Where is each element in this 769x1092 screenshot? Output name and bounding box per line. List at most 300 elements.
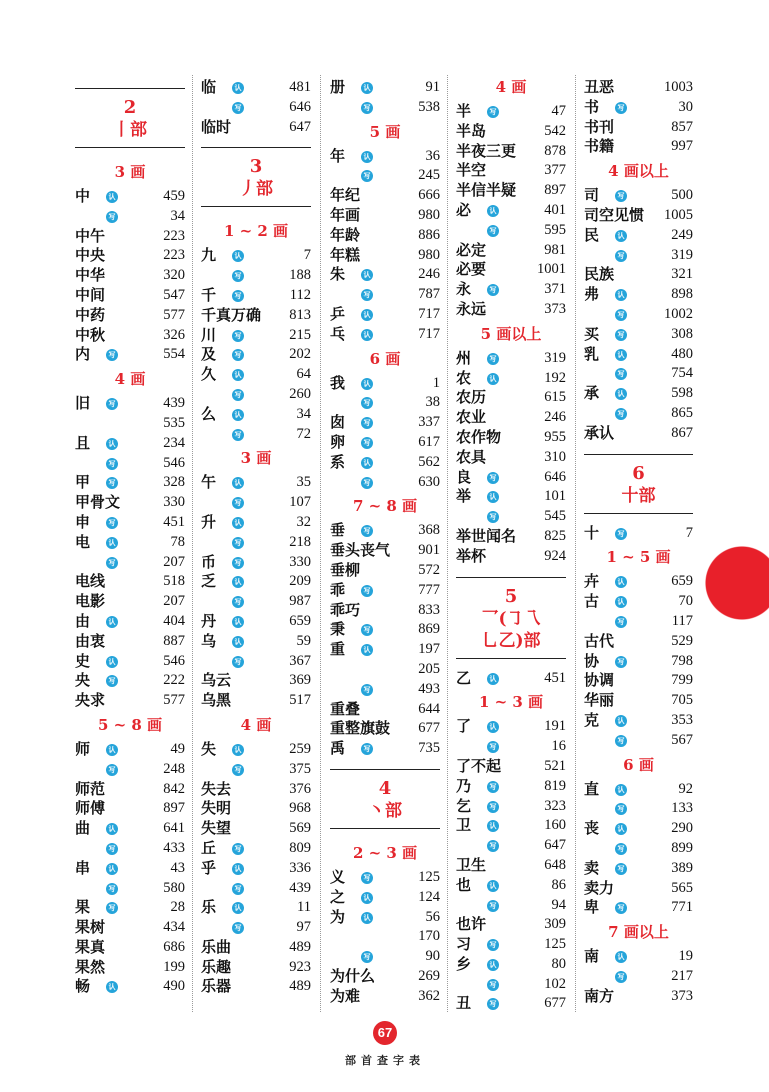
entry-page-number: 677 <box>544 995 566 1012</box>
index-entry <box>201 405 311 425</box>
entry-page-number: 7 <box>303 247 311 264</box>
entry-word: 乙 <box>456 668 472 687</box>
recognize-badge-icon: 认 <box>232 409 244 421</box>
index-entry <box>75 652 185 672</box>
entry-word: 年画 <box>330 205 361 224</box>
entry-page-number: 451 <box>163 513 185 530</box>
entry-page-number: 901 <box>418 542 440 559</box>
write-badge-icon: 写 <box>232 764 244 776</box>
index-entry <box>330 98 440 118</box>
entry-page-number: 260 <box>289 385 311 402</box>
entry-word: 果 <box>75 898 91 917</box>
entry-word: 秉 <box>330 620 346 639</box>
radical-section-header <box>330 769 440 829</box>
entry-page-number: 373 <box>671 987 693 1004</box>
entry-word: 了不起 <box>456 756 502 775</box>
radical-number: 6 <box>632 462 645 484</box>
entry-word: 九 <box>201 246 217 265</box>
entry-word: 系 <box>330 452 346 471</box>
entry-page-number: 546 <box>163 454 185 471</box>
write-badge-icon: 写 <box>106 883 118 895</box>
entry-page-number: 825 <box>544 527 566 544</box>
entry-page-number: 269 <box>418 967 440 984</box>
entry-word: 华丽 <box>584 691 615 710</box>
index-entry <box>584 711 693 731</box>
entry-page-number: 30 <box>678 98 693 115</box>
entry-page-number: 1003 <box>664 79 693 95</box>
recognize-badge-icon: 认 <box>615 289 627 301</box>
entry-page-number: 554 <box>163 346 185 363</box>
entry-word: 重 <box>330 640 346 659</box>
index-entry <box>584 285 693 305</box>
index-entry <box>584 572 693 592</box>
entry-page-number: 368 <box>418 522 440 539</box>
entry-word: 南方 <box>584 986 615 1005</box>
index-entry <box>330 620 440 640</box>
entry-page-number: 997 <box>671 138 693 155</box>
index-entry <box>201 592 311 612</box>
recognize-badge-icon: 认 <box>361 912 373 924</box>
page-footer-title: 部首查字表 <box>345 1054 425 1067</box>
entry-page-number: 246 <box>544 409 566 426</box>
entry-page-number: 404 <box>163 612 185 629</box>
entry-word: 中药 <box>75 305 106 324</box>
write-badge-icon: 写 <box>487 741 499 753</box>
entry-word: 直 <box>584 779 600 798</box>
entry-page-number: 259 <box>289 740 311 757</box>
entry-page-number: 217 <box>671 967 693 984</box>
entry-word: 举世闻名 <box>456 526 517 545</box>
entry-page-number: 595 <box>544 221 566 238</box>
entry-page-number: 310 <box>544 448 566 465</box>
stroke-count-heading: 3 画 <box>240 449 272 468</box>
write-badge-icon: 写 <box>232 349 244 361</box>
entry-page-number: 842 <box>163 780 185 797</box>
index-entry <box>75 553 185 573</box>
entry-page-number: 659 <box>671 573 693 590</box>
entry-page-number: 813 <box>289 306 311 323</box>
entry-page-number: 160 <box>544 817 566 834</box>
write-badge-icon: 写 <box>361 397 373 409</box>
radical-number: 2 <box>123 97 137 118</box>
recognize-badge-icon: 认 <box>361 329 373 341</box>
write-badge-icon: 写 <box>361 585 373 597</box>
entry-word: 为 <box>330 907 346 926</box>
entry-page-number: 337 <box>418 414 440 431</box>
entry-word: 电 <box>75 532 91 551</box>
index-entry <box>330 374 440 394</box>
entry-page-number: 38 <box>425 394 440 411</box>
entry-word: 丑恶 <box>584 78 615 96</box>
index-entry <box>75 493 185 513</box>
write-badge-icon: 写 <box>615 408 627 420</box>
entry-page-number: 90 <box>425 948 440 965</box>
index-entry <box>584 859 693 879</box>
entry-word: 丑 <box>456 994 472 1013</box>
entry-word: 半空 <box>456 161 487 180</box>
entry-page-number: 336 <box>289 859 311 876</box>
entry-word: 农历 <box>456 388 487 407</box>
entry-word: 久 <box>201 365 217 384</box>
write-badge-icon: 写 <box>487 781 499 793</box>
index-entry <box>456 369 566 389</box>
entry-page-number: 538 <box>418 98 440 115</box>
index-entry <box>75 187 185 207</box>
index-entry <box>75 207 185 227</box>
entry-word: 册 <box>330 78 346 96</box>
index-entry <box>201 306 311 326</box>
index-entry <box>456 757 566 777</box>
write-badge-icon: 写 <box>615 843 627 855</box>
index-entry <box>201 553 311 573</box>
entry-page-number: 754 <box>671 365 693 382</box>
index-entry <box>75 898 185 918</box>
entry-page-number: 717 <box>418 305 440 322</box>
entry-word: 我 <box>330 373 346 392</box>
stroke-count-heading: 2 ~ 3 画 <box>352 843 418 862</box>
entry-word: 乌 <box>201 631 217 650</box>
entry-page-number: 735 <box>418 740 440 757</box>
recognize-badge-icon: 认 <box>232 369 244 381</box>
entry-word: 卉 <box>584 572 600 591</box>
entry-page-number: 647 <box>544 837 566 854</box>
index-entry <box>330 888 440 908</box>
recognize-badge-icon: 认 <box>487 959 499 971</box>
section-thumb-tab-marker <box>705 546 769 620</box>
entry-page-number: 434 <box>163 919 185 936</box>
index-entry <box>584 118 693 138</box>
entry-page-number: 320 <box>163 267 185 284</box>
entry-page-number: 521 <box>544 757 566 774</box>
recognize-badge-icon: 认 <box>106 863 118 875</box>
entry-word: 买 <box>584 324 600 343</box>
entry-word: 书刊 <box>584 117 615 136</box>
entry-word: 州 <box>456 348 472 367</box>
write-badge-icon: 写 <box>361 102 373 114</box>
write-badge-icon: 写 <box>232 330 244 342</box>
entry-word: 师 <box>75 739 91 758</box>
index-entry <box>330 947 440 967</box>
entry-word: 朱 <box>330 265 346 284</box>
write-badge-icon: 写 <box>615 250 627 262</box>
entry-word: 农 <box>456 368 472 387</box>
index-entry <box>330 561 440 581</box>
stroke-count-heading: 3 画 <box>114 163 146 181</box>
entry-page-number: 617 <box>418 433 440 450</box>
index-entry <box>584 384 693 404</box>
index-entry <box>330 393 440 413</box>
entry-page-number: 630 <box>418 473 440 490</box>
entry-page-number: 980 <box>418 206 440 223</box>
recognize-badge-icon: 认 <box>361 457 373 469</box>
entry-word: 乐器 <box>201 977 232 996</box>
write-badge-icon: 写 <box>615 902 627 914</box>
entry-page-number: 92 <box>678 780 693 797</box>
write-badge-icon: 写 <box>361 170 373 182</box>
entry-page-number: 686 <box>163 938 185 955</box>
index-entry <box>330 927 440 947</box>
index-entry <box>201 533 311 553</box>
entry-page-number: 666 <box>418 187 440 204</box>
entry-page-number: 192 <box>544 369 566 386</box>
index-column-3 <box>330 78 440 1006</box>
entry-word: 卵 <box>330 432 346 451</box>
stroke-count-heading: 4 画 <box>495 78 527 96</box>
radical-number: 4 <box>378 777 392 799</box>
radical-name: 十部 <box>621 485 656 506</box>
entry-page-number: 223 <box>163 247 185 264</box>
entry-word: 古 <box>584 592 600 611</box>
write-badge-icon: 写 <box>361 289 373 301</box>
recognize-badge-icon: 认 <box>232 517 244 529</box>
write-badge-icon: 写 <box>232 843 244 855</box>
index-entry <box>456 349 566 369</box>
recognize-badge-icon: 认 <box>615 715 627 727</box>
index-entry <box>584 632 693 652</box>
index-entry <box>456 856 566 876</box>
index-entry <box>201 652 311 672</box>
recognize-badge-icon: 认 <box>106 537 118 549</box>
write-badge-icon: 写 <box>232 883 244 895</box>
entry-page-number: 375 <box>289 760 311 777</box>
entry-word: 为难 <box>330 986 361 1005</box>
entry-page-number: 56 <box>425 908 440 925</box>
index-entry <box>330 473 440 493</box>
entry-page-number: 49 <box>170 740 185 757</box>
index-entry <box>201 799 311 819</box>
write-badge-icon: 写 <box>232 557 244 569</box>
stroke-count-heading: 4 画 <box>240 715 272 734</box>
write-badge-icon: 写 <box>487 998 499 1010</box>
entry-page-number: 535 <box>163 414 185 431</box>
entry-word: 临时 <box>201 117 232 136</box>
entry-page-number: 207 <box>163 593 185 610</box>
index-entry <box>456 975 566 995</box>
entry-word: 为什么 <box>330 966 376 985</box>
entry-page-number: 34 <box>170 207 185 224</box>
radical-section-header <box>584 454 693 514</box>
index-entry <box>330 453 440 473</box>
entry-word: 临 <box>201 78 217 96</box>
entry-word: 乒 <box>330 304 346 323</box>
index-entry <box>456 181 566 201</box>
entry-word: 卑 <box>584 898 600 917</box>
entry-word: 史 <box>75 651 91 670</box>
entry-page-number: 215 <box>289 326 311 343</box>
recognize-badge-icon: 认 <box>232 616 244 628</box>
entry-page-number: 577 <box>163 306 185 323</box>
entry-word: 禹 <box>330 739 346 758</box>
entry-word: 中秋 <box>75 325 106 344</box>
entry-page-number: 249 <box>671 226 693 243</box>
write-badge-icon: 写 <box>487 801 499 813</box>
index-entry <box>584 364 693 384</box>
write-badge-icon: 写 <box>106 764 118 776</box>
entry-page-number: 112 <box>289 286 311 303</box>
entry-page-number: 205 <box>418 660 440 677</box>
entry-word: 协 <box>584 651 600 670</box>
index-entry <box>584 987 693 1007</box>
index-entry <box>456 955 566 975</box>
write-badge-icon: 写 <box>232 596 244 608</box>
entry-page-number: 223 <box>163 227 185 244</box>
radical-number: 5 <box>504 585 518 607</box>
write-badge-icon: 写 <box>232 290 244 302</box>
recognize-badge-icon: 认 <box>361 378 373 390</box>
index-entry <box>201 879 311 899</box>
entry-word: 必要 <box>456 260 487 279</box>
entry-word: 千 <box>201 285 217 304</box>
entry-page-number: 124 <box>418 888 440 905</box>
index-entry <box>75 958 185 978</box>
entry-word: 升 <box>201 512 217 531</box>
stroke-count-heading: 5 画以上 <box>480 324 542 343</box>
entry-page-number: 377 <box>544 162 566 179</box>
entry-word: 失明 <box>201 799 232 818</box>
entry-page-number: 924 <box>544 547 566 564</box>
index-entry <box>201 977 311 997</box>
recognize-badge-icon: 认 <box>487 373 499 385</box>
index-entry <box>75 819 185 839</box>
entry-page-number: 717 <box>418 325 440 342</box>
index-entry <box>330 908 440 928</box>
entry-page-number: 980 <box>418 246 440 263</box>
entry-word: 弗 <box>584 285 600 304</box>
entry-page-number: 326 <box>163 326 185 343</box>
index-entry <box>584 671 693 691</box>
index-entry <box>330 285 440 305</box>
entry-word: 乐 <box>201 898 217 917</box>
index-entry <box>456 221 566 241</box>
entry-page-number: 188 <box>289 267 311 284</box>
index-entry <box>330 265 440 285</box>
entry-word: 卫生 <box>456 855 487 874</box>
index-entry <box>584 691 693 711</box>
recognize-badge-icon: 认 <box>106 823 118 835</box>
write-badge-icon: 写 <box>487 284 499 296</box>
index-entry <box>75 246 185 266</box>
index-entry <box>456 300 566 320</box>
index-entry <box>584 879 693 899</box>
index-entry <box>201 425 311 445</box>
entry-word: 丹 <box>201 611 217 630</box>
entry-page-number: 542 <box>544 122 566 139</box>
index-entry <box>330 987 440 1007</box>
stroke-count-heading: 1 ~ 5 画 <box>606 548 671 567</box>
entry-page-number: 981 <box>544 241 566 258</box>
index-entry <box>584 799 693 819</box>
entry-page-number: 209 <box>289 573 311 590</box>
entry-word: 甲 <box>75 473 91 492</box>
index-entry <box>75 839 185 859</box>
entry-page-number: 529 <box>671 632 693 649</box>
entry-page-number: 308 <box>671 325 693 342</box>
index-column-5 <box>584 78 693 1006</box>
entry-page-number: 433 <box>163 839 185 856</box>
entry-page-number: 569 <box>289 820 311 837</box>
index-entry <box>584 967 693 987</box>
entry-page-number: 36 <box>425 147 440 164</box>
entry-page-number: 170 <box>418 928 440 945</box>
entry-page-number: 451 <box>544 669 566 686</box>
entry-word: 年龄 <box>330 225 361 244</box>
entry-page-number: 248 <box>163 760 185 777</box>
recognize-badge-icon: 认 <box>361 151 373 163</box>
index-entry <box>330 521 440 541</box>
write-badge-icon: 写 <box>487 472 499 484</box>
recognize-badge-icon: 认 <box>615 388 627 400</box>
index-entry <box>75 977 185 997</box>
entry-page-number: 207 <box>163 553 185 570</box>
index-entry <box>456 816 566 836</box>
write-badge-icon: 写 <box>361 743 373 755</box>
write-badge-icon: 写 <box>615 528 627 540</box>
entry-page-number: 191 <box>544 718 566 735</box>
entry-page-number: 518 <box>163 573 185 590</box>
recognize-badge-icon: 认 <box>361 309 373 321</box>
entry-page-number: 878 <box>544 142 566 159</box>
index-entry <box>584 780 693 800</box>
write-badge-icon: 写 <box>106 843 118 855</box>
index-entry <box>456 507 566 527</box>
index-entry <box>330 739 440 759</box>
recognize-badge-icon: 认 <box>615 349 627 361</box>
entry-word: 半夜三更 <box>456 141 517 160</box>
index-entry <box>456 487 566 507</box>
recognize-badge-icon: 认 <box>106 744 118 756</box>
entry-page-number: 323 <box>544 797 566 814</box>
index-entry <box>75 227 185 247</box>
entry-page-number: 202 <box>289 346 311 363</box>
index-entry <box>201 266 311 286</box>
recognize-badge-icon: 认 <box>615 823 627 835</box>
entry-word: 内 <box>75 345 91 364</box>
entry-word: 十 <box>584 523 600 542</box>
entry-page-number: 125 <box>418 868 440 885</box>
column-divider <box>447 75 448 1012</box>
index-entry <box>75 691 185 711</box>
index-entry <box>75 513 185 533</box>
index-entry <box>456 161 566 181</box>
entry-word: 央 <box>75 671 91 690</box>
entry-word: 克 <box>584 710 600 729</box>
write-badge-icon: 写 <box>615 863 627 875</box>
index-entry <box>330 166 440 186</box>
index-entry <box>456 876 566 896</box>
entry-page-number: 565 <box>671 879 693 896</box>
recognize-badge-icon: 认 <box>106 656 118 668</box>
index-entry <box>201 365 311 385</box>
entry-word: 川 <box>201 325 217 344</box>
entry-word: 及 <box>201 345 217 364</box>
entry-page-number: 32 <box>296 513 311 530</box>
recognize-badge-icon: 认 <box>106 981 118 993</box>
index-entry <box>584 305 693 325</box>
index-entry <box>456 896 566 916</box>
index-entry <box>584 839 693 859</box>
entry-page-number: 480 <box>671 345 693 362</box>
entry-page-number: 197 <box>418 641 440 658</box>
recognize-badge-icon: 认 <box>487 205 499 217</box>
entry-word: 乃 <box>456 776 472 795</box>
entry-page-number: 133 <box>671 800 693 817</box>
entry-page-number: 819 <box>544 777 566 794</box>
entry-word: 曲 <box>75 819 91 838</box>
write-badge-icon: 写 <box>615 735 627 747</box>
index-entry <box>456 468 566 488</box>
stroke-count-heading: 5 画 <box>369 122 401 141</box>
entry-word: 币 <box>201 552 217 571</box>
